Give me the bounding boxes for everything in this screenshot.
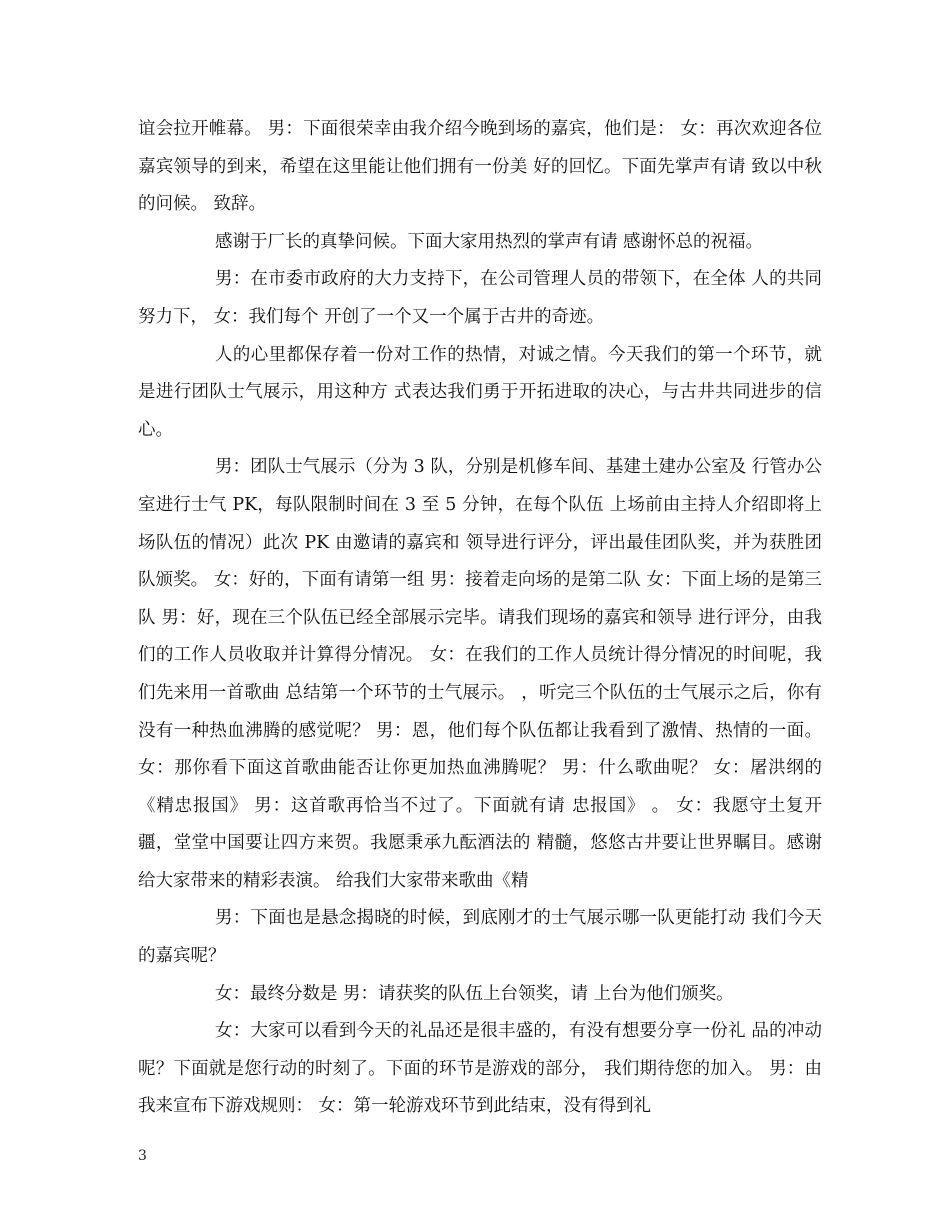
paragraph-1: 谊会拉开帷幕。 男：下面很荣幸由我介绍今晚到场的嘉宾，他们是： 女：再次欢迎各位嘉宾领导的到来，希望在这里能让他们拥有一份美 好的回忆。下面先掌声有请 致以中秋的问候。 致辞。 bbox=[138, 119, 822, 215]
paragraph-8: 女：大家可以看到今天的礼品还是很丰盛的，有没有想要分享一份礼 品的冲动呢？下面就是您行动的时刻了。下面的环节是游戏的部分， 我们期待您的加入。 男：由我来宣布下游戏规则： 女：第一轮游戏环节到此结束，没有得到礼 bbox=[138, 1021, 822, 1117]
paragraph-6: 男：下面也是悬念揭晓的时候，到底刚才的士气展示哪一队更能打动 我们今天的嘉宾呢？ bbox=[138, 908, 822, 967]
paragraph-2: 感谢于厂长的真挚问候。下面大家用热烈的掌声有请 感谢怀总的祝福。 bbox=[215, 231, 764, 252]
paragraph-4: 人的心里都保存着一份对工作的热情，对诚之情。今天我们的第一个环节，就是进行团队士气展示，用这种方 式表达我们勇于开拓进取的决心，与古井共同进步的信心。 bbox=[138, 344, 822, 440]
paragraph-5: 男：团队士气展示（分为 3 队，分别是机修车间、基建土建办公室及 行管办公室进行士气 PK，每队限制时间在 3 至 5 分钟，在每个队伍 上场前由主持人介绍即将上场队伍的情况）此次 PK 由邀请的嘉宾和 领导进行评分，评出最佳团队奖，并为获胜团队颁奖。 女：好的，下面有请第一组 男：接着走向场的是第二队 女：下面上场的是第三队 男：好，现在三个队伍已经全部展示完毕。请我们现场的嘉宾和领导 进行评分，由我们的工作人员收取并计算得分情况。 女：在我们的工作人员统计得分情况的时间呢，我们先来用一首歌曲 总结第一个环节的士气展示。 ，听完三个队伍的士气展示之后，你有没有一种热血沸腾的感觉呢？ 男：恩，他们每个队伍都让我看到了激情、热情的一面。 女：那你看下面这首歌曲能否让你更加热血沸腾呢？ 男：什么歌曲呢？ 女：屠洪纲的《精忠报国》 男：这首歌再恰当不过了。下面就有请 忠报国》 。 女：我愿守土复开疆，堂堂中国要让四方来贺。我愿秉承九酝酒法的 精髓，悠悠古井要让世界瞩目。感谢 给大家带来的精彩表演。 给我们大家带来歌曲《精 bbox=[138, 457, 822, 891]
body-text bbox=[138, 111, 822, 1126]
page-number: 3 bbox=[138, 1148, 147, 1164]
paragraph-7: 女：最终分数是 男：请获奖的队伍上台领奖，请 上台为他们颁奖。 bbox=[215, 983, 734, 1004]
paragraph-3: 男：在市委市政府的大力支持下，在公司管理人员的带领下，在全体 人的共同努力下， 女：我们每个 开创了一个又一个属于古井的奇迹。 bbox=[138, 269, 822, 327]
